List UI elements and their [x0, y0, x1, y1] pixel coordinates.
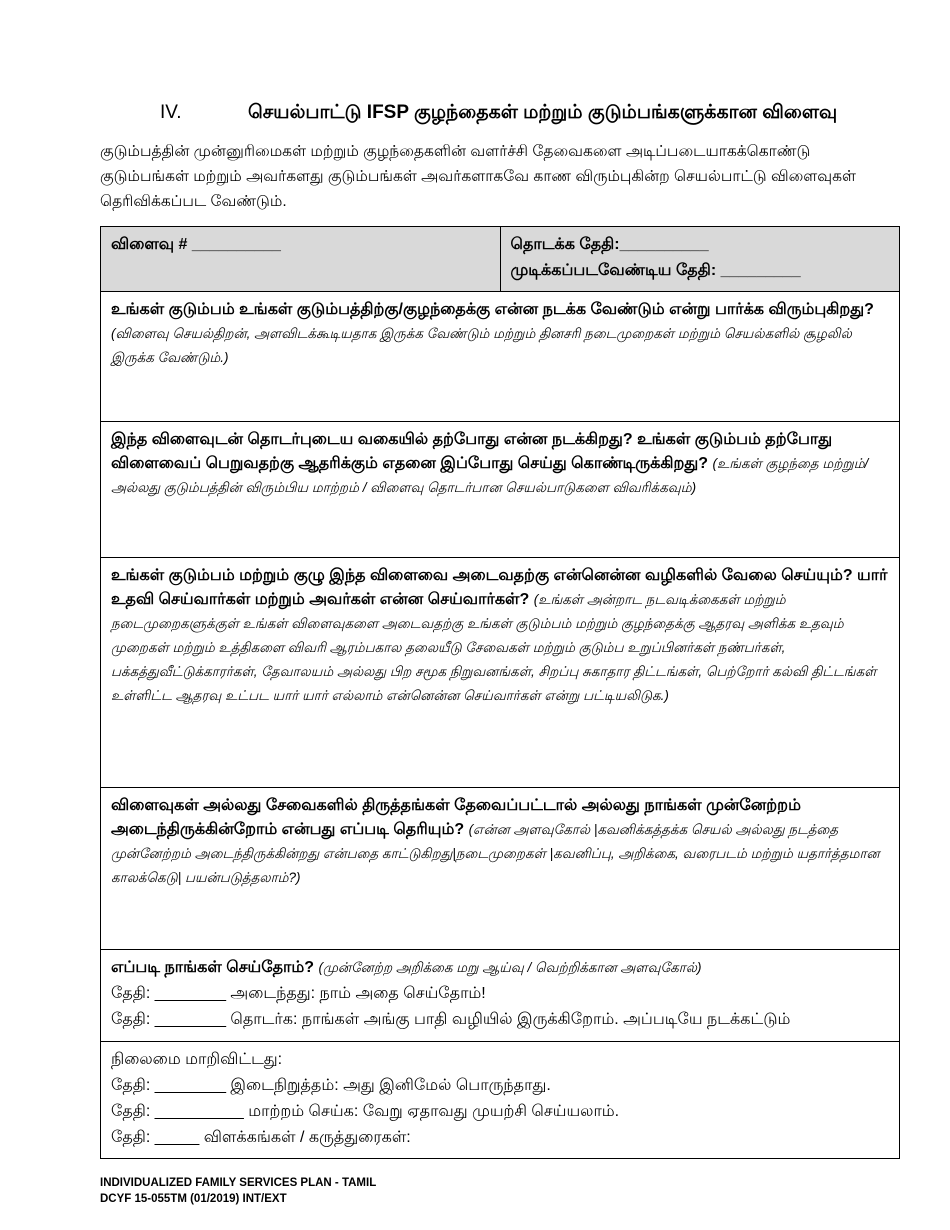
review-status-changed — [101, 1042, 900, 1159]
table-header-row — [101, 227, 900, 292]
review-line-continue: தேதி: ________ தொடர்க: நாங்கள் அங்கு பாதி வழியில் இருக்கிறோம். அப்படியே நடக்கட்டும் — [111, 1011, 791, 1029]
outcome-table — [100, 226, 900, 1159]
question-hint: (உங்கள் குழந்தை மற்றும்/ அல்லது குடும்பத்தின் விரும்பிய மாற்றம் / விளைவு தொடர்பான செயல்பாடுகளை விவரிக்கவும்) — [111, 456, 869, 496]
dates-cell — [500, 227, 900, 292]
question-current-status — [101, 422, 900, 558]
section-heading — [100, 102, 900, 126]
question-text: விளைவுகள் அல்லது சேவைகளில் திருத்தங்கள் தேவைப்பட்டால் அல்லது நாங்கள் முன்னேற்றம் அடைந்திருக்கின்றோம் என்பது எப்படி தெரியும்? — [111, 797, 801, 839]
status-changed-heading: நிலைமை மாறிவிட்டது: — [111, 1051, 283, 1069]
question-hint: (உங்கள் அன்றாட நடவடிக்கைகள் மற்றும் நடைமுறைகளுக்குள் உங்கள் விளைவுகளை அடைவதற்கு உங்கள் குடும்பம் மற்றும் குழந்தைக்கு ஆதரவு அளிக்க உதவும் முறைகள் மற்றும் உத்திகளை விவரி ஆரம்பகால தலையீடு சேவைகள் மற்றும் குடும்ப உறுப்பினர்கள் நண்பர்கள், பக்கத்துவீட்டுக்காரர்கள், தேவாலயம் அல்லது பிற சமூக நிறுவனங்கள், சிறப்பு சுகாதார திட்டங்கள், பெற்றோர் கல்வி திட்டங்கள் உள்ளிட்ட ஆதரவு உட்பட யார் யார் எல்லாம் என்னென்ன செய்வார்கள் என்று பட்டியலிடுக.) — [111, 592, 877, 704]
table-row — [101, 558, 900, 788]
status-line-discontinue: தேதி: ________ இடைநிறுத்தம்: அது இனிமேல் பொருந்தாது. — [111, 1077, 551, 1095]
question-text: இந்த விளைவுடன் தொடர்புடைய வகையில் தற்போது என்ன நடக்கிறது? உங்கள் குடும்பம் தற்போது விளைவைப் பெறுவதற்கு ஆதரிக்கும் எதனை இப்போது செய்து கொண்டிருக்கிறது? — [111, 431, 833, 473]
footer-title: INDIVIDUALIZED FAMILY SERVICES PLAN - TAMIL — [100, 1177, 377, 1189]
question-hint: (விளைவு செயல்திறன், அளவிடக்கூடியதாக இருக்க வேண்டும் மற்றும் தினசரி நடைமுறைகள் மற்றும் செயல்களில் சூழலில் இருக்க வேண்டும்.) — [111, 326, 852, 366]
review-question: எப்படி நாங்கள் செய்தோம்? — [111, 959, 315, 977]
table-row — [101, 788, 900, 950]
review-how-did-we-do — [101, 950, 900, 1042]
status-line-comments: தேதி: _____ விளக்கங்கள் / கருத்துரைகள்: — [111, 1129, 411, 1147]
review-heading-line — [111, 956, 889, 980]
review-line-achieved: தேதி: ________ அடைந்தது: நாம் அதை செய்தோம்! — [111, 985, 486, 1003]
intro-paragraph: குடும்பத்தின் முன்னுரிமைகள் மற்றும் குழந்தைகளின் வளர்ச்சி தேவைகளை அடிப்படையாகக்கொண்டு குடும்பங்கள் மற்றும் அவர்களது குடும்பங்கள் அவர்களாகவே காண விரும்புகின்ற செயல்பாட்டு விளைவுகள் தெரிவிக்கப்பட வேண்டும். — [100, 143, 856, 210]
question-hint: (என்ன அளவுகோல் |கவனிக்கத்தக்க செயல் அல்லது நடத்தை முன்னேற்றம் அடைந்திருக்கின்றது என்பதை காட்டுகிறது|நடைமுறைகள் |கவனிப்பு, அறிக்கை, வரைபடம் மற்றும் யதார்த்தமான காலக்கெடு| பயன்படுத்தலாம்?) — [111, 822, 880, 886]
question-progress-criteria — [101, 788, 900, 950]
section-title: செயல்பாட்டு IFSP குழந்தைகள் மற்றும் குடும்பங்களுக்கான விளைவு — [248, 102, 838, 123]
question-text: உங்கள் குடும்பம் மற்றும் குழு இந்த விளைவை அடைவதற்கு என்னென்ன வழிகளில் வேலை செய்யும்? யார் உதவி செய்வார்கள் மற்றும் அவர்கள் என்ன செய்வார்கள்? — [111, 567, 888, 609]
question-text: உங்கள் குடும்பம் உங்கள் குடும்பத்திற்கு/குழந்தைக்கு என்ன நடக்க வேண்டும் என்று பார்க்க விரும்புகிறது? — [111, 301, 874, 319]
start-date-label: தொடக்க தேதி:__________ — [510, 236, 709, 254]
document-footer — [100, 1176, 376, 1207]
section-number: IV. — [160, 102, 182, 123]
review-hint: (முன்னேற்ற அறிக்கை மறு ஆய்வு / வெற்றிக்கான அளவுகோல்) — [318, 960, 702, 976]
outcome-number-cell: விளைவு # __________ — [101, 227, 501, 292]
footer-form-number: DCYF 15-055TM (01/2019) INT/EXT — [100, 1192, 287, 1205]
table-row — [101, 1042, 900, 1159]
table-row — [101, 292, 900, 422]
question-strategies — [101, 558, 900, 788]
question-family-vision — [101, 292, 900, 422]
status-line-modify: தேதி: __________ மாற்றம் செய்க: வேறு ஏதாவது முயற்சி செய்யலாம். — [111, 1103, 620, 1121]
table-row — [101, 950, 900, 1042]
table-row — [101, 422, 900, 558]
due-date-label: முடிக்கப்படவேண்டிய தேதி: _________ — [510, 262, 801, 280]
